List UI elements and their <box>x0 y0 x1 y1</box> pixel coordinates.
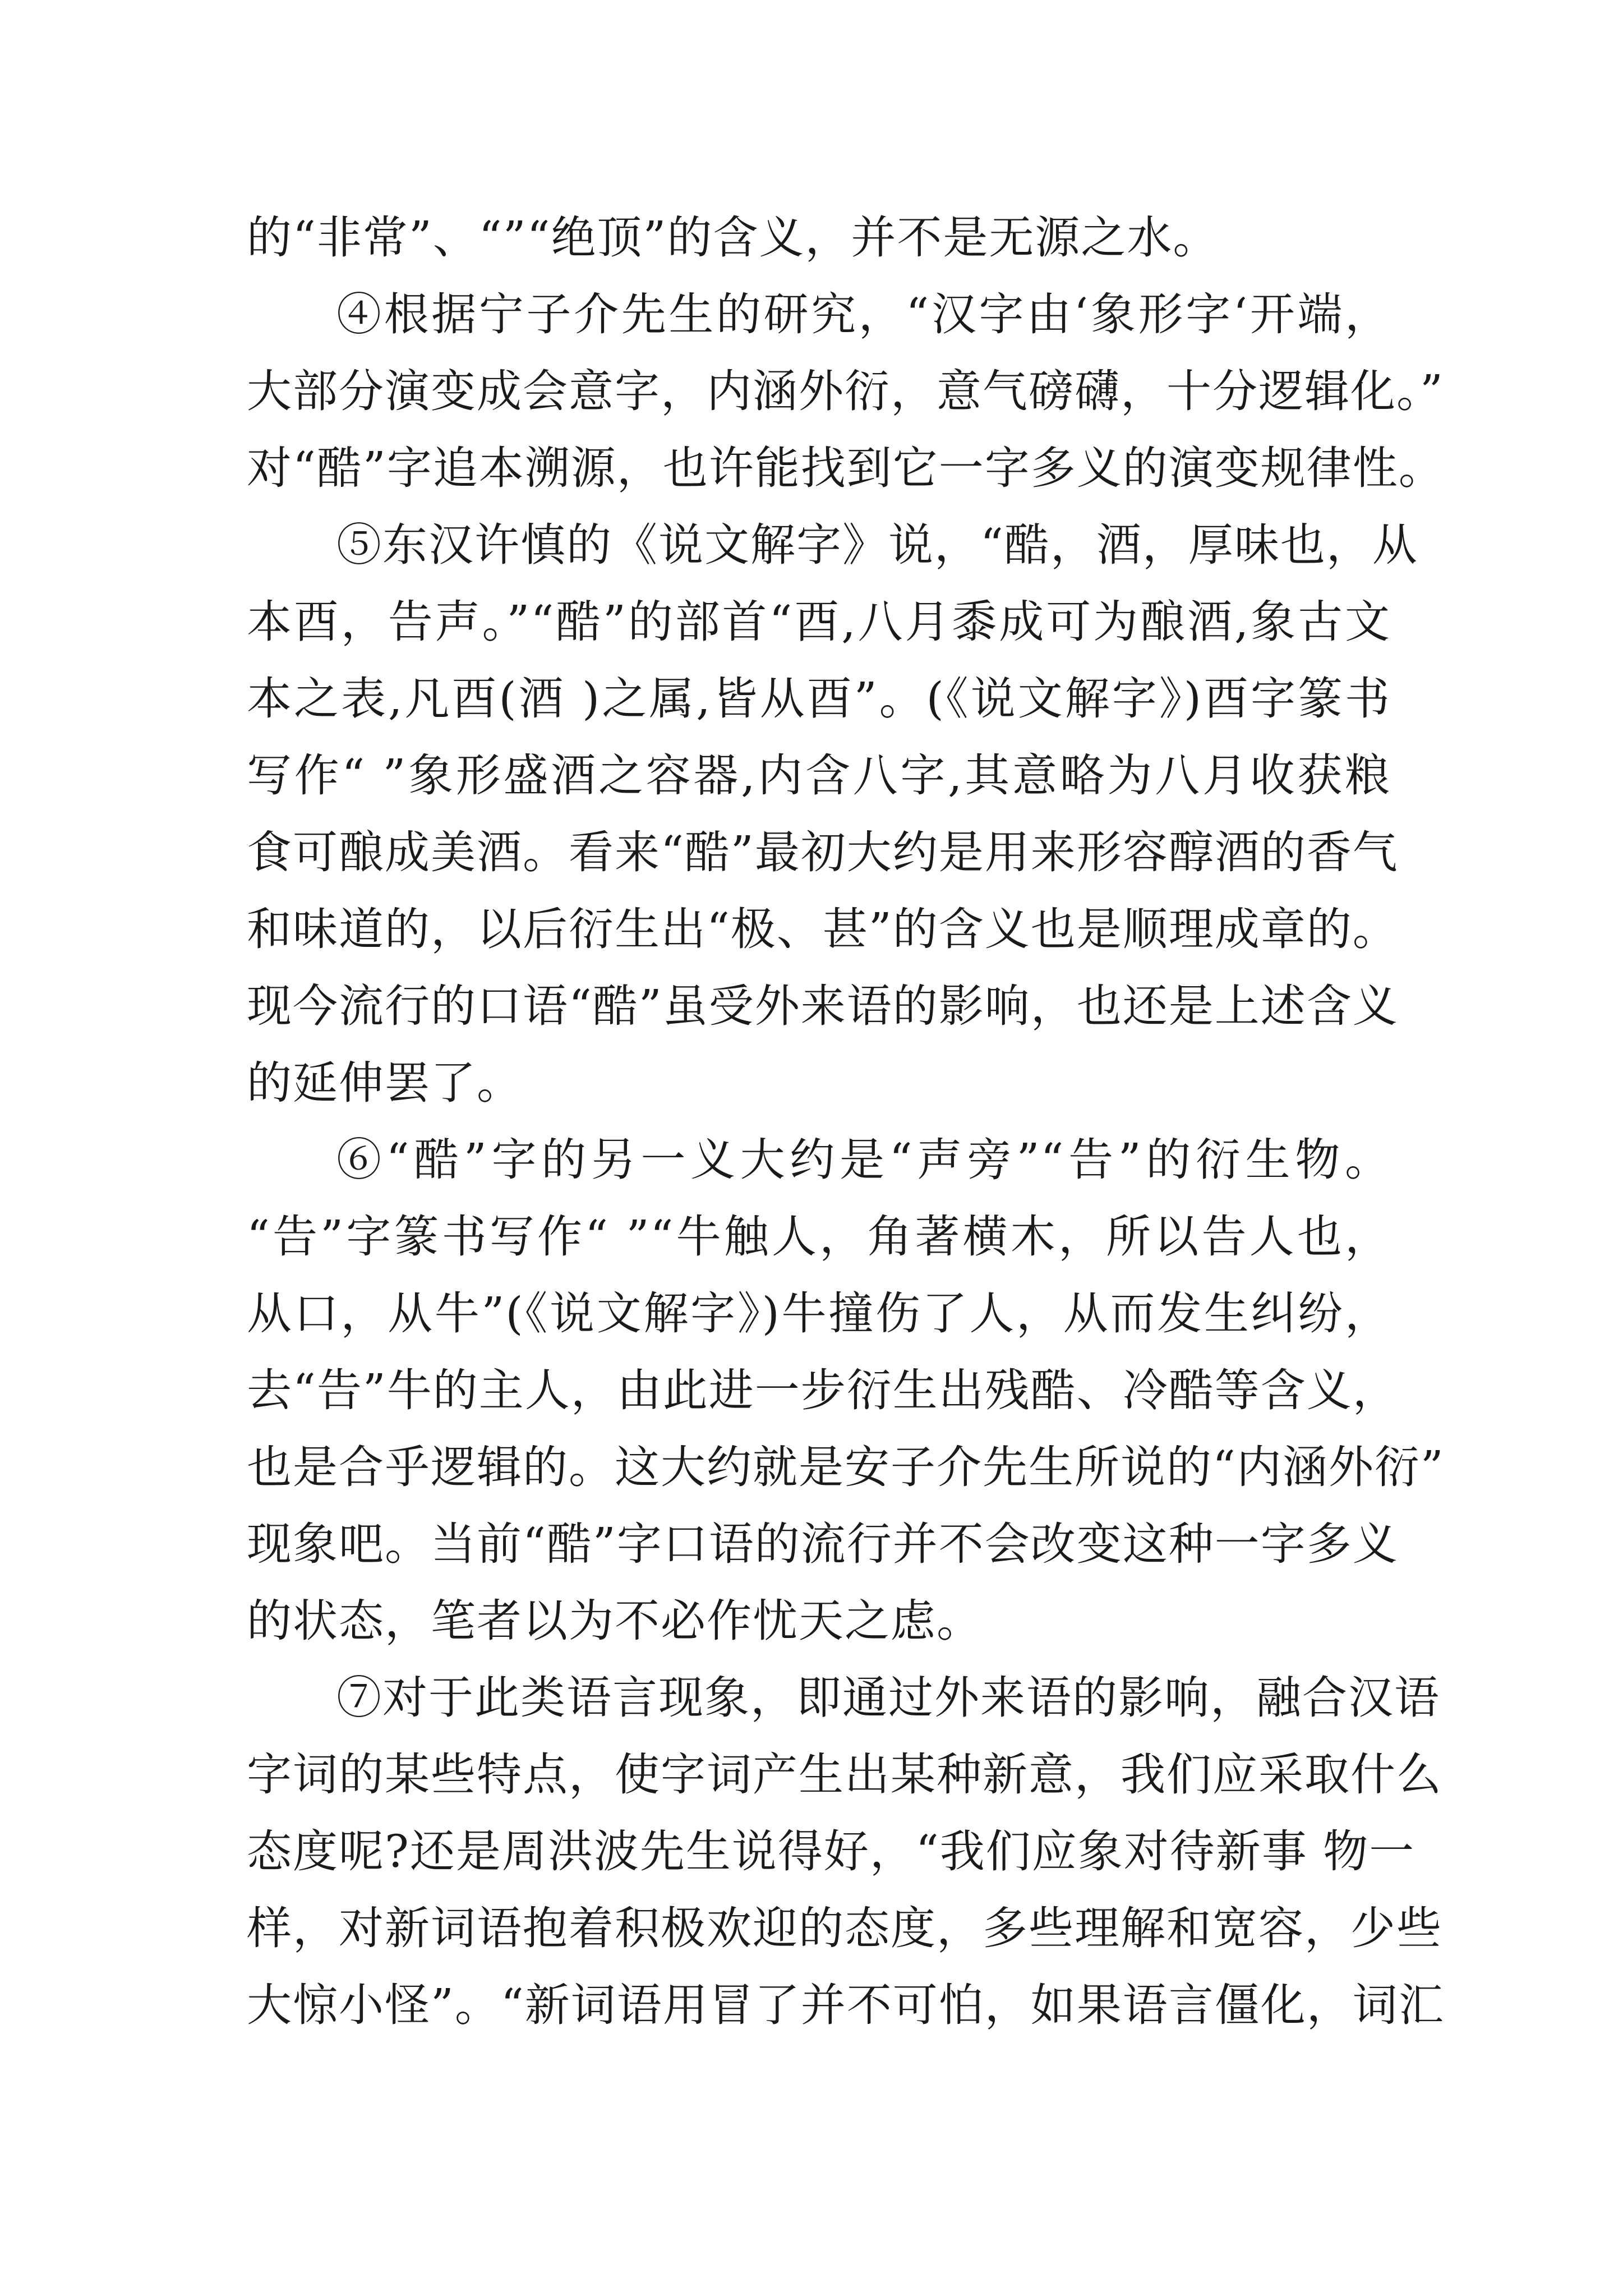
text-line: 大惊小怪”。“新词语用冒了并不可怕，如果语言僵化，词汇 <box>247 1979 1445 2031</box>
text-line: 现今流行的口语“酷”虽受外来语的影响，也还是上述含义 <box>247 980 1399 1032</box>
text-line: ⑤东汉许慎的《说文解字》说，“酷，酒，厚味也，从 <box>336 519 1418 571</box>
text-line: 的延伸罢了。 <box>247 1057 523 1109</box>
text-line: 和味道的，以后衍生出“极、甚”的含义也是顺理成章的。 <box>247 903 1399 955</box>
text-line: ⑦对于此类语言现象，即通过外来语的影响，融合汉语 <box>336 1672 1440 1724</box>
text-line: 的状态，笔者以为不必作忧天之虑。 <box>247 1595 983 1647</box>
text-line: 的“非常”、“”“绝顶”的含义，并不是无源之水。 <box>247 211 1219 264</box>
text-line: ⑥“酷”字的另一义大约是“声旁”“告”的衍生物。 <box>336 1134 1391 1186</box>
text-line: 态度呢?还是周洪波先生说得好，“我们应象对待新事 物一 <box>247 1825 1415 1878</box>
body-text <box>247 199 1445 2044</box>
text-line: 对“酷”字追本溯源，也许能找到它一字多义的演变规律性。 <box>247 442 1445 494</box>
text-line: 现象吧。当前“酷”字口语的流行并不会改变这种一字多义 <box>247 1518 1399 1570</box>
text-line: 去“告”牛的主人，由此进一步衍生出残酷、冷酷等含义， <box>247 1364 1399 1416</box>
text-line: 本酉，告声。”“酷”的部首“酉,八月黍成可为酿酒,象古文 <box>247 596 1391 648</box>
text-line: “告”字篆书写作“ ”“牛触人，角著横木，所以告人也， <box>247 1211 1391 1263</box>
text-line: 从口，从牛”(《说文解字》)牛撞伤了人，从而发生纠纷， <box>247 1287 1391 1340</box>
text-line: 大部分演变成会意字，内涵外衍，意气磅礴，十分逻辑化。” <box>247 365 1444 417</box>
text-line: 食可酿成美酒。看来“酷”最初大约是用来形容醇酒的香气 <box>247 826 1399 878</box>
text-line: 本之表,凡酉(酒 )之属,皆从酉”。(《说文解字》)酉字篆书 <box>247 673 1391 725</box>
text-line: ④根据宁子介先生的研究，“汉字由‘象形字‘开端， <box>336 288 1391 341</box>
text-line: 样，对新词语抱着积极欢迎的态度，多些理解和宽容，少些 <box>247 1902 1442 1954</box>
text-line: 也是合乎逻辑的。这大约就是安子介先生所说的“内涵外衍” <box>247 1441 1445 1493</box>
text-line: 写作“ ”象形盛酒之容器,内含八字,其意略为八月收获粮 <box>247 749 1391 802</box>
text-line: 字词的某些特点，使字词产生出某种新意，我们应采取什么 <box>247 1749 1442 1801</box>
